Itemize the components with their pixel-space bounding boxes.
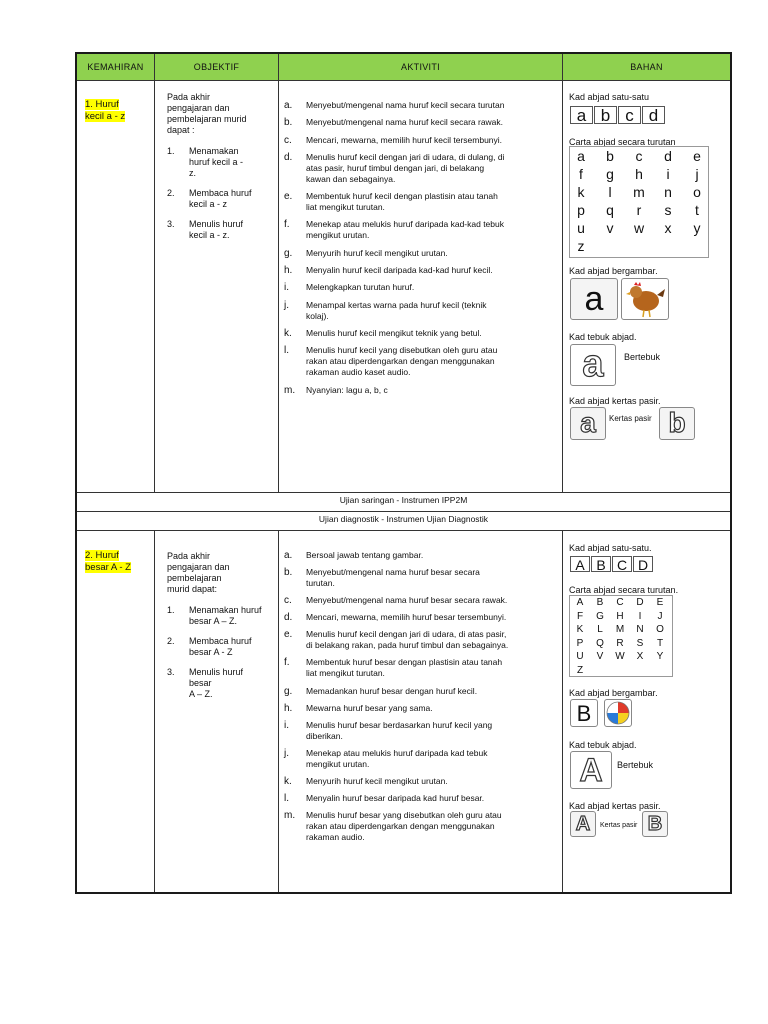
divider bbox=[77, 492, 730, 493]
activity-line: di belakang rakan, pada huruf timbul dan sebagainya. bbox=[306, 640, 509, 651]
activity-text bbox=[306, 629, 564, 651]
chart-letter: M bbox=[615, 624, 625, 635]
chart-letter: c bbox=[635, 148, 643, 164]
chart-letter: i bbox=[666, 166, 670, 182]
activity-letter: l. bbox=[284, 793, 289, 805]
ujian-saringan: Ujian saringan - Instrumen IPP2M bbox=[339, 495, 468, 505]
activity-text bbox=[306, 612, 564, 623]
chart-letter: P bbox=[576, 637, 584, 649]
chart-letter: O bbox=[656, 624, 664, 635]
activity-text bbox=[306, 265, 564, 276]
activity-text bbox=[306, 550, 564, 561]
activity-item bbox=[284, 152, 564, 185]
label-pasir: Kad abjad kertas pasir. bbox=[569, 396, 661, 406]
pasir-caption: Kertas pasir bbox=[609, 414, 652, 423]
header-kemahiran: KEMAHIRAN bbox=[87, 62, 144, 72]
activity-item bbox=[284, 657, 564, 679]
chart-letter: Y bbox=[656, 651, 664, 662]
alphabet-chart-1 bbox=[569, 146, 709, 258]
letter-card: d bbox=[642, 106, 665, 124]
activity-line: Mewarna huruf besar yang sama. bbox=[306, 702, 433, 713]
activity-line: rakaman audio kaset audio. bbox=[306, 367, 411, 378]
activity-text bbox=[306, 776, 564, 787]
objective-number: 2. bbox=[167, 188, 175, 198]
objective-number: 2. bbox=[167, 636, 175, 646]
activity-letter: g. bbox=[284, 685, 293, 697]
objective-intro bbox=[167, 92, 277, 136]
chart-letter: t bbox=[695, 202, 699, 218]
pasir-caption: Kertas pasir bbox=[600, 822, 638, 829]
activity-item bbox=[284, 793, 564, 804]
objective-text bbox=[189, 667, 243, 700]
tebuk-caption: Bertebuk bbox=[617, 760, 654, 770]
chart-letter: T bbox=[656, 637, 664, 649]
activity-line: Menyurih huruf kecil mengikut urutan. bbox=[306, 775, 448, 786]
activity-item bbox=[284, 345, 564, 378]
activity-text bbox=[306, 117, 564, 128]
objective-line: A – Z. bbox=[189, 689, 213, 699]
ball-icon bbox=[605, 700, 631, 726]
label-bergambar: Kad abjad bergambar. bbox=[569, 688, 658, 698]
chart-letter: s bbox=[664, 202, 672, 218]
chart-letter: W bbox=[615, 651, 625, 662]
intro-line: pengajaran dan bbox=[167, 562, 230, 572]
activity-letter: f. bbox=[284, 657, 290, 669]
activity-item bbox=[284, 117, 564, 128]
activity-line: Bersoal jawab tentang gambar. bbox=[306, 550, 424, 560]
activities-2 bbox=[284, 550, 564, 849]
activities-1 bbox=[284, 100, 564, 402]
activity-letter: e. bbox=[284, 629, 293, 641]
activity-line: mengikut urutan. bbox=[306, 230, 370, 241]
punched-glyph: a bbox=[582, 343, 604, 385]
activity-letter: h. bbox=[284, 702, 293, 714]
activity-letter: f. bbox=[284, 219, 290, 231]
objectives-2 bbox=[167, 551, 277, 709]
objective-line: kecil a - z bbox=[189, 199, 228, 209]
chart-letter: e bbox=[693, 148, 701, 164]
objective-item bbox=[167, 667, 277, 700]
chart-letter: u bbox=[577, 220, 585, 236]
label-kad-satu: Kad abjad satu-satu bbox=[569, 92, 650, 102]
activity-line: Menulis huruf kecil yang disebutkan oleh guru atau bbox=[306, 345, 498, 356]
activity-letter: k. bbox=[284, 327, 292, 339]
chart-letter: F bbox=[576, 610, 584, 622]
activity-line: Menulis huruf kecil dengan jari di udara, di atas pasir, bbox=[306, 629, 507, 640]
chart-letter: B bbox=[596, 597, 604, 608]
activity-line: Melengkapkan turutan huruf. bbox=[306, 282, 415, 293]
activity-text bbox=[306, 345, 564, 378]
activity-item bbox=[284, 135, 564, 146]
chart-letter: f bbox=[579, 166, 583, 182]
divider bbox=[77, 80, 730, 81]
activity-item bbox=[284, 300, 564, 322]
intro-line: pembelajaran bbox=[167, 573, 222, 583]
activity-item bbox=[284, 550, 564, 561]
objective-number: 3. bbox=[167, 667, 175, 677]
activity-text bbox=[306, 100, 564, 111]
lesson-table bbox=[75, 52, 732, 894]
activity-line: Membentuk huruf kecil dengan plastisin atau tanah bbox=[306, 191, 498, 202]
activity-letter: d. bbox=[284, 612, 293, 624]
activity-item bbox=[284, 219, 564, 241]
chart-letter: x bbox=[664, 220, 672, 236]
activity-item bbox=[284, 328, 564, 339]
label-carta: Carta abjad secara turutan bbox=[569, 137, 676, 147]
activity-text bbox=[306, 385, 564, 396]
activity-line: atas pasir, huruf timbul dengan jari, di belakang bbox=[306, 162, 485, 173]
objective-line: besar A – Z. bbox=[189, 616, 238, 626]
activity-text bbox=[306, 300, 564, 322]
activity-line: mengikut urutan. bbox=[306, 758, 370, 769]
activity-item bbox=[284, 282, 564, 293]
chart-letter: G bbox=[596, 610, 604, 622]
intro-line: pembelajaran murid bbox=[167, 114, 247, 124]
objective-text bbox=[189, 605, 262, 627]
activity-letter: l. bbox=[284, 345, 289, 357]
activity-item bbox=[284, 248, 564, 259]
activity-letter: m. bbox=[284, 384, 296, 396]
activity-item bbox=[284, 595, 564, 606]
objective-line: Membaca huruf bbox=[189, 636, 252, 646]
activity-line: Menyebut/mengenal nama huruf besar secara rawak. bbox=[306, 595, 508, 606]
divider bbox=[77, 511, 730, 512]
activity-line: Menekap atau melukis huruf daripada kad-kad tebuk bbox=[306, 219, 504, 230]
activity-item bbox=[284, 686, 564, 697]
chart-letter: Z bbox=[576, 664, 584, 676]
activity-line: Menyalin huruf kecil daripada kad-kad huruf kecil. bbox=[306, 265, 493, 276]
chart-letter: d bbox=[664, 148, 672, 164]
letter-card: c bbox=[618, 106, 641, 124]
intro-line: Pada akhir bbox=[167, 92, 211, 102]
chart-letter: l bbox=[608, 184, 612, 200]
activity-line: kolaj). bbox=[306, 310, 329, 321]
picture-card-glyph: B bbox=[576, 701, 592, 726]
activity-text bbox=[306, 328, 564, 339]
chart-letter: J bbox=[657, 610, 663, 622]
activity-item bbox=[284, 385, 564, 396]
divider bbox=[154, 530, 155, 892]
objectives-1 bbox=[167, 92, 277, 250]
letter-card: a bbox=[570, 106, 593, 124]
chart-letter: z bbox=[577, 238, 585, 254]
header-objektif: OBJEKTIF bbox=[193, 62, 240, 72]
activity-line: Nyanyian: lagu a, b, c bbox=[306, 384, 388, 395]
chart-letter: A bbox=[576, 597, 584, 608]
divider bbox=[77, 530, 730, 531]
label-kad-satu: Kad abjad satu-satu. bbox=[569, 543, 652, 553]
activity-text bbox=[306, 248, 564, 259]
divider bbox=[278, 54, 279, 492]
activity-item bbox=[284, 265, 564, 276]
chart-letter: E bbox=[656, 597, 664, 608]
sandpaper-glyph: b bbox=[668, 407, 686, 438]
chart-letter: m bbox=[633, 184, 645, 200]
activity-text bbox=[306, 793, 564, 804]
activity-line: Menulis huruf kecil dengan jari di udara, di dulang, di bbox=[306, 151, 505, 162]
objective-text bbox=[189, 636, 252, 658]
letter-card: B bbox=[591, 556, 611, 572]
header-aktiviti: AKTIVITI bbox=[401, 62, 440, 72]
hen-icon bbox=[622, 279, 668, 319]
activity-letter: k. bbox=[284, 775, 292, 787]
sandpaper-card bbox=[659, 407, 695, 440]
objective-item bbox=[167, 636, 277, 658]
activity-item bbox=[284, 629, 564, 651]
chart-letter: X bbox=[636, 651, 644, 662]
objective-text bbox=[189, 188, 252, 210]
letter-card: A bbox=[570, 556, 590, 572]
punched-card bbox=[570, 751, 612, 789]
activity-text bbox=[306, 810, 564, 843]
sandpaper-glyph: A bbox=[575, 813, 591, 835]
chart-letter: v bbox=[606, 220, 614, 236]
divider bbox=[278, 530, 279, 892]
activity-item bbox=[284, 191, 564, 213]
label-carta: Carta abjad secara turutan. bbox=[569, 585, 679, 595]
activity-line: Memadankan huruf besar dengan huruf kecil. bbox=[306, 685, 478, 696]
objective-item bbox=[167, 188, 277, 210]
objective-text bbox=[189, 146, 243, 179]
activity-line: Menyebut/mengenal nama huruf kecil secara turutan bbox=[306, 100, 505, 110]
activity-item bbox=[284, 748, 564, 770]
activity-letter: c. bbox=[284, 134, 292, 146]
activity-letter: a. bbox=[284, 550, 293, 561]
skill-title-1 bbox=[85, 99, 125, 122]
chart-letter: r bbox=[636, 202, 642, 218]
intro-line: pengajaran dan bbox=[167, 103, 230, 113]
activity-letter: j. bbox=[284, 299, 289, 311]
chart-letter: o bbox=[693, 184, 701, 200]
intro-line: murid dapat: bbox=[167, 584, 218, 594]
activity-line: rakan atau diperdengarkan dengan menggunakan bbox=[306, 356, 495, 367]
activity-line: Menyebut/mengenal nama huruf kecil secara rawak. bbox=[306, 117, 504, 128]
chart-letter: S bbox=[636, 637, 644, 649]
objective-item bbox=[167, 146, 277, 179]
activity-text bbox=[306, 595, 564, 606]
objective-line: besar A - Z bbox=[189, 647, 233, 657]
sandpaper-glyph: B bbox=[647, 813, 663, 835]
chart-letter: b bbox=[606, 148, 614, 164]
chart-letter: p bbox=[577, 202, 585, 218]
label-pasir: Kad abjad kertas pasir. bbox=[569, 801, 661, 811]
objective-line: Menamakan bbox=[189, 146, 239, 156]
activity-line: Mencari, mewarna, memilih huruf kecil tersembunyi. bbox=[306, 134, 503, 145]
objective-line: Membaca huruf bbox=[189, 188, 252, 198]
activity-letter: i. bbox=[284, 282, 289, 294]
activity-line: Menampal kertas warna pada huruf kecil (teknik bbox=[306, 299, 487, 310]
activity-letter: c. bbox=[284, 595, 292, 607]
label-tebuk: Kad tebuk abjad. bbox=[569, 740, 637, 750]
objective-intro bbox=[167, 551, 277, 595]
activity-letter: a. bbox=[284, 100, 293, 111]
letter-card: C bbox=[612, 556, 632, 572]
skill-line: 1. Huruf bbox=[85, 99, 119, 110]
sandpaper-card bbox=[642, 811, 668, 837]
chart-letter: U bbox=[576, 651, 584, 662]
activity-line: Membentuk huruf besar dengan plastisin atau tanah bbox=[306, 657, 503, 668]
activity-text bbox=[306, 152, 564, 185]
activity-text bbox=[306, 657, 564, 679]
activity-line: Mencari, mewarna, memilih huruf besar tersembunyi. bbox=[306, 612, 507, 623]
activity-line: Menulis huruf besar berdasarkan huruf kecil yang bbox=[306, 719, 493, 730]
sandpaper-glyph: a bbox=[580, 407, 596, 438]
activity-text bbox=[306, 219, 564, 241]
chart-letter: C bbox=[616, 597, 624, 608]
activity-text bbox=[306, 135, 564, 146]
activity-text bbox=[306, 191, 564, 213]
activity-item bbox=[284, 612, 564, 623]
chart-letter: g bbox=[606, 166, 614, 182]
objective-line: Menulis huruf bbox=[189, 667, 244, 677]
punched-glyph: A bbox=[579, 752, 603, 788]
objective-line: kecil a - z. bbox=[189, 230, 230, 240]
objective-number: 3. bbox=[167, 219, 175, 229]
chart-letter: y bbox=[693, 220, 701, 236]
activity-letter: b. bbox=[284, 117, 293, 129]
chart-letter: V bbox=[596, 651, 604, 662]
activity-item bbox=[284, 810, 564, 843]
chart-letter: D bbox=[636, 597, 644, 608]
sandpaper-card bbox=[570, 407, 606, 440]
label-bergambar: Kad abjad bergambar. bbox=[569, 266, 658, 276]
activity-line: rakan atau diperdengarkan dengan menggunakan bbox=[306, 821, 495, 832]
activity-item bbox=[284, 720, 564, 742]
ujian-diagnostik: Ujian diagnostik - Instrumen Ujian Diagnostik bbox=[318, 514, 489, 524]
objective-number: 1. bbox=[167, 605, 175, 615]
skill-line: 2. Huruf bbox=[85, 550, 119, 561]
chart-letter: K bbox=[576, 624, 584, 635]
objective-line: besar bbox=[189, 678, 212, 688]
objective-line: z. bbox=[189, 168, 197, 178]
intro-line: Pada akhir bbox=[167, 551, 211, 561]
objective-item bbox=[167, 605, 277, 627]
chart-letter: L bbox=[597, 624, 603, 635]
skill-line: besar A - Z bbox=[85, 561, 131, 573]
activity-line: liat mengikut turutan. bbox=[306, 668, 385, 679]
activity-line: Menyalin huruf besar daripada kad huruf besar. bbox=[306, 793, 485, 804]
activity-text bbox=[306, 748, 564, 770]
activity-line: rakaman audio. bbox=[306, 832, 365, 843]
chart-letter: q bbox=[606, 202, 614, 218]
activity-line: diberikan. bbox=[306, 730, 343, 741]
activity-letter: j. bbox=[284, 747, 289, 759]
chart-letter: n bbox=[664, 184, 672, 200]
activity-letter: d. bbox=[284, 151, 293, 163]
activity-line: kawan dan sebagainya. bbox=[306, 173, 396, 184]
objective-text bbox=[189, 219, 243, 241]
skill-title-2 bbox=[85, 550, 131, 573]
objective-item bbox=[167, 219, 277, 241]
letter-card: b bbox=[594, 106, 617, 124]
letter-card: D bbox=[633, 556, 653, 572]
objective-line: Menamakan huruf bbox=[189, 605, 262, 615]
activity-line: turutan. bbox=[306, 578, 335, 589]
ball-picture bbox=[604, 699, 632, 727]
activity-line: Menyebut/mengenal nama huruf besar secara bbox=[306, 567, 480, 578]
chart-letter: R bbox=[616, 637, 624, 649]
activity-line: Menulis huruf kecil mengikut teknik yang betul. bbox=[306, 327, 482, 338]
picture-card-letter bbox=[570, 699, 598, 727]
objective-line: huruf kecil a - bbox=[189, 157, 244, 167]
activity-item bbox=[284, 703, 564, 714]
activity-item bbox=[284, 100, 564, 111]
activity-item bbox=[284, 567, 564, 589]
chart-letter: I bbox=[638, 610, 642, 622]
activity-line: Menekap atau melukis huruf daripada kad tebuk bbox=[306, 747, 488, 758]
chart-letter: N bbox=[636, 624, 644, 635]
activity-letter: e. bbox=[284, 191, 293, 203]
activity-text bbox=[306, 686, 564, 697]
picture-card-letter bbox=[570, 278, 618, 320]
skill-line: kecil a - z bbox=[85, 110, 126, 122]
activity-letter: b. bbox=[284, 567, 293, 579]
chart-letter: j bbox=[695, 166, 699, 182]
activity-text bbox=[306, 567, 564, 589]
activity-letter: m. bbox=[284, 810, 296, 822]
tebuk-caption: Bertebuk bbox=[624, 352, 661, 362]
activity-text bbox=[306, 720, 564, 742]
activity-text bbox=[306, 703, 564, 714]
label-tebuk: Kad tebuk abjad. bbox=[569, 332, 637, 342]
chart-letter: h bbox=[635, 166, 643, 182]
chart-letter: k bbox=[577, 184, 585, 200]
chart-letter: w bbox=[633, 220, 645, 236]
divider bbox=[154, 54, 155, 492]
activity-line: Menyurih huruf kecil mengikut urutan. bbox=[306, 247, 448, 258]
activity-letter: g. bbox=[284, 247, 293, 259]
objective-number: 1. bbox=[167, 146, 175, 156]
objective-line: Menulis huruf bbox=[189, 219, 244, 229]
picture-card-glyph: a bbox=[584, 280, 604, 318]
sandpaper-card bbox=[570, 811, 596, 837]
activity-text bbox=[306, 282, 564, 293]
activity-letter: i. bbox=[284, 719, 289, 731]
alphabet-chart-2 bbox=[569, 595, 673, 677]
hen-picture bbox=[621, 278, 669, 320]
chart-letter: Q bbox=[596, 637, 604, 649]
chart-letter: a bbox=[577, 148, 585, 164]
activity-line: liat mengikut turutan. bbox=[306, 202, 385, 213]
intro-line: dapat : bbox=[167, 125, 195, 135]
activity-item bbox=[284, 776, 564, 787]
header-bahan: BAHAN bbox=[630, 62, 663, 72]
chart-letter: H bbox=[616, 610, 624, 622]
punched-card bbox=[570, 344, 616, 386]
activity-letter: h. bbox=[284, 265, 293, 277]
activity-line: Menulis huruf besar yang disebutkan oleh guru atau bbox=[306, 810, 502, 821]
